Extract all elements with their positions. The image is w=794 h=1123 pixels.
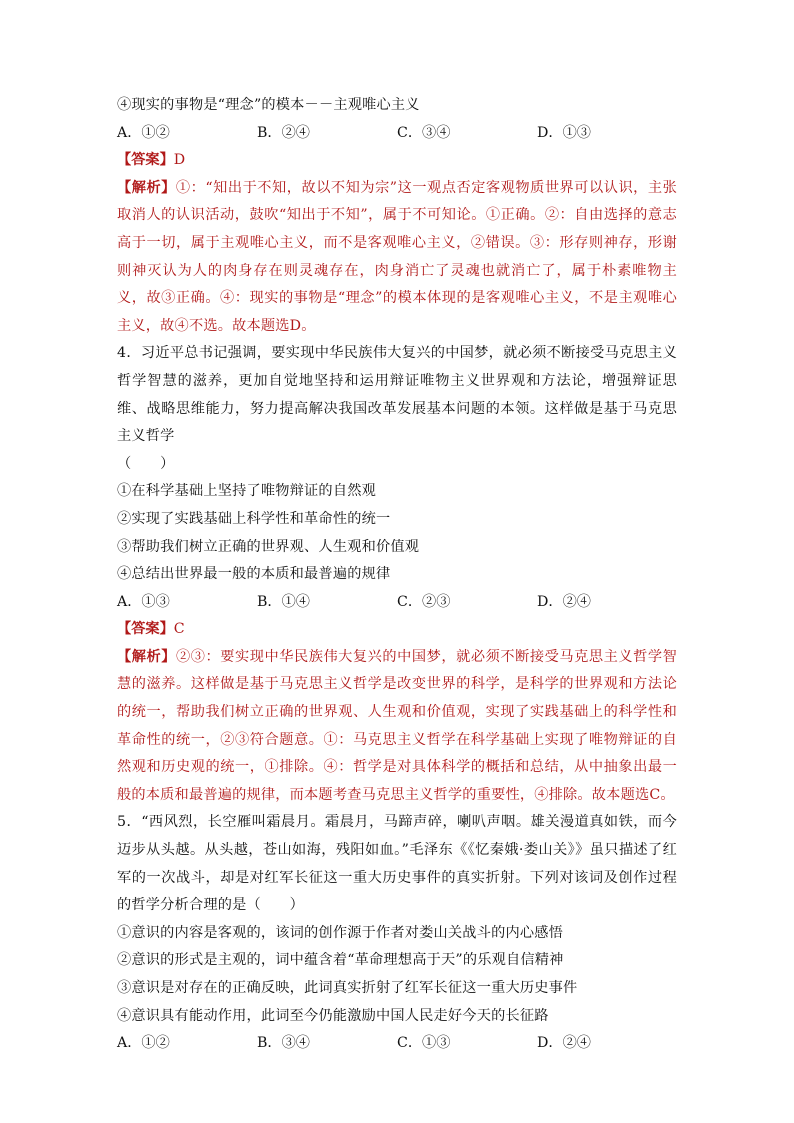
prev-option-4: ④现实的事物是“理念”的模本－－主观唯心主义 bbox=[117, 97, 420, 113]
q5-choice-b: B．③④ bbox=[257, 1035, 310, 1052]
q4-analysis bbox=[117, 644, 677, 810]
prev-answer bbox=[117, 147, 677, 175]
q4-option-4: ④总结出世界最一般的本质和最普遍的规律 bbox=[117, 566, 391, 583]
q5-option-2: ②意识的形式是主观的，词中蕴含着“革命理想高于天”的乐观自信精神 bbox=[117, 952, 564, 969]
prev-analysis bbox=[117, 175, 677, 341]
q5-choices bbox=[117, 1030, 677, 1058]
q4-analysis-tag: 【解析】 bbox=[117, 648, 176, 665]
q4-choices bbox=[117, 589, 677, 617]
q4-stem-text: 4．习近平总书记强调，要实现中华民族伟大复兴的中国梦，就必须不断接受马克思主义哲学智慧的滋养，更加自觉地坚持和运用辩证唯物主义世界观和方法论，增强辩证思维、战略思维能力，努力提高解决我国改革发展基本问题的本领。这样做是基于马克思主义哲学 bbox=[117, 345, 677, 445]
prev-analysis-tag: 【解析】 bbox=[117, 179, 176, 196]
q4-answer-value: C bbox=[173, 621, 185, 638]
q4-option-3: ③帮助我们树立正确的世界观、人生观和价值观 bbox=[117, 538, 420, 555]
q4-option-1: ①在科学基础上坚持了唯物辩证的自然观 bbox=[117, 483, 376, 500]
document-page bbox=[117, 92, 677, 1058]
q5-option-1: ①意识的内容是客观的，该词的创作源于作者对娄山关战斗的内心感悟 bbox=[117, 924, 564, 941]
prev-choice-b: B．②④ bbox=[257, 124, 310, 141]
q4-choice-d: D．②④ bbox=[537, 593, 591, 610]
q4-blank: （ ） bbox=[117, 455, 175, 472]
q5-choice-d: D．②④ bbox=[537, 1035, 591, 1052]
q5-option-4: ④意识具有能动作用，此词至今仍能激励中国人民走好今天的长征路 bbox=[117, 1007, 549, 1024]
q4-analysis-text: ②③：要实现中华民族伟大复兴的中国梦，就必须不断接受马克思主义哲学智慧的滋养。这样做是基于马克思主义哲学是改变世界的科学，是科学的世界观和方法论的统一，帮助我们树立正确的世界观、人生观和价值观，实现了实践基础上的科学性和革命性的统一，②③符合题意。①：马克思主义哲学在科学基础上实现了唯物辩证的自然观和历史观的统一，①排除。④：哲学是对具体科学的概括和总结，从中抽象出最一般的本质和最普遍的规律，而本题考查马克思主义哲学的重要性，④排除。故本题选C。 bbox=[117, 648, 677, 803]
prev-answer-tag: 【答案】 bbox=[117, 152, 174, 169]
prev-choice-a: A．①② bbox=[117, 124, 170, 141]
q4-choice-b: B．①④ bbox=[257, 593, 310, 610]
prev-answer-value: D bbox=[173, 152, 186, 169]
q4-option-2: ②实现了实践基础上科学性和革命性的统一 bbox=[117, 510, 391, 527]
q5-option-3: ③意识是对存在的正确反映，此词真实折射了红军长征这一重大历史事件 bbox=[117, 980, 578, 996]
q5-choice-a: A．①② bbox=[117, 1035, 170, 1052]
q4-stem bbox=[117, 340, 677, 450]
prev-analysis-text: ①：“知出于不知，故以不知为宗”这一观点否定客观物质世界可以认识，主张取消人的认识活动，鼓吹“知出于不知”，属于不可知论。①正确。②：自由选择的意志高于一切，属于主观唯心主义，而不是客观唯心主义，②错误。③：形存则神存，形谢则神灭认为人的肉身存在则灵魂存在，肉身消亡了灵魂也就消亡了，属于朴素唯物主义，故③正确。④：现实的事物是“理念”的模本体现的是客观唯心主义，不是主观唯心主义，故④不选。故本题选D。 bbox=[117, 179, 677, 334]
q5-stem-text: 5．“西风烈，长空雁叫霜晨月。霜晨月，马蹄声碎，喇叭声咽。雄关漫道真如铁，而今迈步从头越。从头越，苍山如海，残阳如血。”毛泽东《《忆秦娥·娄山关》》虽只描述了红军的一次战斗，却是对红军长征这一重大历史事件的真实折射。下列对该词及创作过程的哲学分析合理的是（ ） bbox=[117, 814, 677, 914]
prev-choices bbox=[117, 120, 677, 148]
prev-choice-c: C．③④ bbox=[397, 124, 451, 141]
q4-answer bbox=[117, 616, 677, 644]
prev-choice-d: D．①③ bbox=[537, 124, 591, 141]
q5-stem bbox=[117, 809, 677, 919]
q5-choice-c: C．①③ bbox=[397, 1035, 451, 1052]
q4-choice-c: C．②③ bbox=[397, 593, 451, 610]
q4-answer-tag: 【答案】 bbox=[117, 621, 174, 638]
q4-choice-a: A．①③ bbox=[117, 593, 170, 610]
